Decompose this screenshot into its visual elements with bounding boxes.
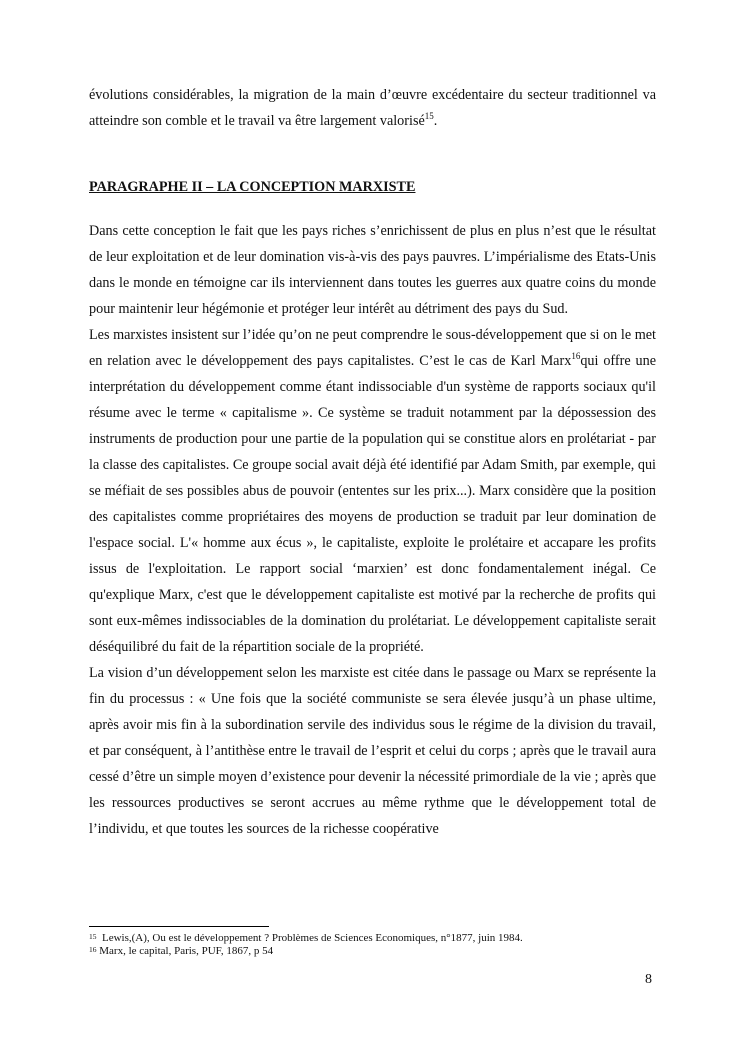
paragraph-3: La vision d’un développement selon les marxiste est citée dans le passage ou Marx se représente la fin du processus : « Une fois que la société communiste se sera élevée jusqu’à un phase ultime, après avoir mis fin à la subordination servile des individus sous le régime de la division du travail, et par conséquent, à l’antithèse entre le travail de l’esprit et celui du corps ; après que le travail aura cessé d’être un simple moyen d’existence pour devenir la nécessité primordiale de la vie ; après que les ressources productives se seront accrues au même rythme que le développement total de l’individu, et que toutes les sources de la richesse coopérative: [89, 665, 656, 837]
intro-paragraph: évolutions considérables, la migration de la main d’œuvre excédentaire du secteur traditionnel va atteindre son comble et le travail va être largement valorisé$^{15}$.: [89, 87, 656, 129]
footnotes: [89, 926, 656, 958]
page-number: 8: [645, 972, 652, 987]
section-heading: PARAGRAPHE II – LA CONCEPTION MARXISTE: [89, 179, 416, 195]
footnote-divider: [89, 926, 269, 927]
footnote-ref-15[interactable]: 15: [424, 111, 434, 121]
paragraph-2: Les marxistes insistent sur l’idée qu’on ne peut comprendre le sous-développement que si on le met en relation avec le développement des pays capitalistes. C’est le cas de Karl Marx$^{16}$qui offre une interprétation du développement comme étant indissociable d'un système de rapports sociaux qu'il résume avec le terme « capitalisme ». Ce système se traduit notamment par la dépossession des instruments de production pour une partie de la population qui se constitue alors en prolétariat - par la classe des capitalistes. Ce groupe social avait déjà été identifié par Adam Smith, par exemple, qui se méfiait de ses possibles abus de pouvoir (ententes sur les prix...). Marx considère que la position des capitalistes comme propriétaires des moyens de production se traduit par leur domination de l'espace social. L'« homme aux écus », le capitaliste, exploite le prolétaire et accapare les profits issus de l'exploitation. Le rapport social ‘marxien’ est donc fondamentalement inégal. Ce qu'explique Marx, c'est que le développement capitaliste est motivé par la recherche de profits qui sont eux-mêmes indissociables de la domination du prolétariat. Le développement capitaliste serait déséquilibré du fait de la répartition sociale de la propriété.: [89, 327, 657, 655]
footnote-16: $^{16}$ Marx, le capital, Paris, PUF, 1867, p 54: [89, 945, 274, 957]
footnote-ref-16[interactable]: 16: [571, 351, 581, 361]
page-body: [89, 82, 656, 842]
footnote-15: $^{15}$ Lewis,(A), Ou est le développement ? Problèmes de Sciences Economiques, n°1877, juin 1984.: [89, 932, 523, 944]
paragraph-1: Dans cette conception le fait que les pays riches s’enrichissent de plus en plus n’est que le résultat de leur exploitation et de leur domination vis-à-vis des pays pauvres. L’impérialisme des Etats-Unis dans le monde en témoigne car ils interviennent dans toutes les guerres aux quatre coins du monde pour maintenir leur hégémonie et protéger leur intérêt au détriment des pays du Sud.: [89, 223, 656, 317]
